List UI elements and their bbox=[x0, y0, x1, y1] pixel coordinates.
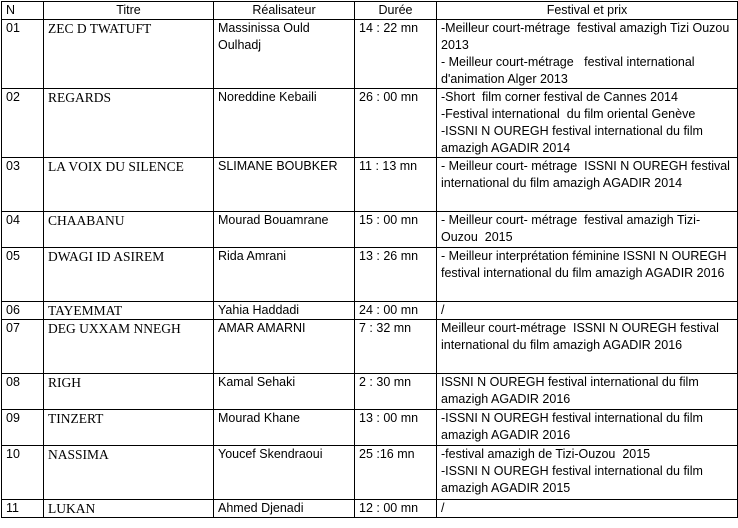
cell-realisateur: AMAR AMARNI bbox=[214, 320, 355, 374]
cell-number: 07 bbox=[2, 320, 44, 374]
cell-number: 04 bbox=[2, 212, 44, 248]
prize-entry: - Meilleur court- métrage festival amazigh Tizi-Ouzou 2015 bbox=[441, 213, 701, 244]
table-row bbox=[2, 158, 738, 212]
cell-realisateur: Noreddine Kebaili bbox=[214, 89, 355, 158]
cell-titre: DWAGI ID ASIREM bbox=[44, 248, 214, 302]
table-row bbox=[2, 248, 738, 302]
table-row bbox=[2, 20, 738, 89]
cell-number: 05 bbox=[2, 248, 44, 302]
prize-entry: -ISSNI N OUREGH festival international du film amazigh AGADIR 2016 bbox=[441, 411, 707, 442]
cell-duree: 2 : 30 mn bbox=[355, 374, 437, 410]
prize-entry: -Short film corner festival de Cannes 2014 bbox=[441, 90, 678, 104]
table-row bbox=[2, 302, 738, 320]
cell-realisateur: Youcef Skendraoui bbox=[214, 446, 355, 500]
cell-titre: LUKAN bbox=[44, 500, 214, 518]
cell-number: 11 bbox=[2, 500, 44, 518]
prize-entry: -ISSNI N OUREGH festival international du film amazigh AGADIR 2015 bbox=[441, 464, 707, 495]
cell-number: 08 bbox=[2, 374, 44, 410]
cell-realisateur: Rida Amrani bbox=[214, 248, 355, 302]
cell-duree: 13 : 26 mn bbox=[355, 248, 437, 302]
header-titre: Titre bbox=[44, 2, 214, 20]
cell-festival-prix bbox=[437, 248, 738, 302]
cell-realisateur: Mourad Khane bbox=[214, 410, 355, 446]
cell-titre: NASSIMA bbox=[44, 446, 214, 500]
cell-duree: 26 : 00 mn bbox=[355, 89, 437, 158]
cell-duree: 12 : 00 mn bbox=[355, 500, 437, 518]
cell-realisateur: Yahia Haddadi bbox=[214, 302, 355, 320]
cell-number: 09 bbox=[2, 410, 44, 446]
cell-titre: LA VOIX DU SILENCE bbox=[44, 158, 214, 212]
cell-number: 10 bbox=[2, 446, 44, 500]
cell-number: 06 bbox=[2, 302, 44, 320]
prize-entry: / bbox=[441, 303, 445, 317]
table-row bbox=[2, 374, 738, 410]
cell-number: 02 bbox=[2, 89, 44, 158]
cell-realisateur: Mourad Bouamrane bbox=[214, 212, 355, 248]
prize-entry: ISSNI N OUREGH festival international du film amazigh AGADIR 2016 bbox=[441, 375, 703, 406]
cell-titre: TAYEMMAT bbox=[44, 302, 214, 320]
cell-festival-prix bbox=[437, 20, 738, 89]
cell-duree: 15 : 00 mn bbox=[355, 212, 437, 248]
cell-titre: ZEC D TWATUFT bbox=[44, 20, 214, 89]
table-row bbox=[2, 410, 738, 446]
cell-titre: CHAABANU bbox=[44, 212, 214, 248]
prize-entry: -Meilleur court-métrage festival amazigh Tizi Ouzou 2013 bbox=[441, 21, 737, 52]
cell-festival-prix bbox=[437, 446, 738, 500]
prize-entry: / bbox=[441, 501, 445, 515]
cell-festival-prix bbox=[437, 374, 738, 410]
cell-duree: 11 : 13 mn bbox=[355, 158, 437, 212]
cell-festival-prix bbox=[437, 410, 738, 446]
table-row bbox=[2, 212, 738, 248]
cell-realisateur: Ahmed Djenadi bbox=[214, 500, 355, 518]
cell-duree: 25 :16 mn bbox=[355, 446, 437, 500]
table-row bbox=[2, 89, 738, 158]
films-table bbox=[1, 1, 738, 518]
cell-titre: TINZERT bbox=[44, 410, 214, 446]
header-row bbox=[2, 2, 738, 20]
prize-entry: -Festival international du film oriental Genève bbox=[441, 107, 696, 121]
cell-festival-prix bbox=[437, 302, 738, 320]
table-row bbox=[2, 320, 738, 374]
header-festival: Festival et prix bbox=[437, 2, 738, 20]
cell-number: 01 bbox=[2, 20, 44, 89]
cell-realisateur: Massinissa Ould Oulhadj bbox=[214, 20, 355, 89]
prize-entry: - Meilleur court- métrage ISSNI N OUREGH festival international du film amazigh AGADIR 2014 bbox=[441, 159, 734, 190]
cell-titre: REGARDS bbox=[44, 89, 214, 158]
prize-entry: -festival amazigh de Tizi-Ouzou 2015 bbox=[441, 447, 651, 461]
cell-festival-prix bbox=[437, 500, 738, 518]
cell-number: 03 bbox=[2, 158, 44, 212]
header-duree: Durée bbox=[355, 2, 437, 20]
prize-entry: -ISSNI N OUREGH festival international du film amazigh AGADIR 2014 bbox=[441, 124, 707, 155]
cell-realisateur: SLIMANE BOUBKER bbox=[214, 158, 355, 212]
cell-festival-prix bbox=[437, 158, 738, 212]
header-realisateur: Réalisateur bbox=[214, 2, 355, 20]
prize-entry: - Meilleur court-métrage festival international d'animation Alger 2013 bbox=[441, 55, 699, 86]
cell-titre: RIGH bbox=[44, 374, 214, 410]
prize-entry: Meilleur court-métrage ISSNI N OUREGH festival international du film amazigh AGADIR 2016 bbox=[441, 321, 723, 352]
cell-festival-prix bbox=[437, 89, 738, 158]
cell-duree: 24 : 00 mn bbox=[355, 302, 437, 320]
cell-duree: 13 : 00 mn bbox=[355, 410, 437, 446]
cell-duree: 14 : 22 mn bbox=[355, 20, 437, 89]
table-row bbox=[2, 500, 738, 518]
cell-realisateur: Kamal Sehaki bbox=[214, 374, 355, 410]
cell-duree: 7 : 32 mn bbox=[355, 320, 437, 374]
cell-festival-prix bbox=[437, 320, 738, 374]
prize-entry: - Meilleur interprétation féminine ISSNI N OUREGH festival international du film amazigh AGADIR 2016 bbox=[441, 249, 730, 280]
cell-festival-prix bbox=[437, 212, 738, 248]
table-row bbox=[2, 446, 738, 500]
cell-titre: DEG UXXAM NNEGH bbox=[44, 320, 214, 374]
header-n: N bbox=[2, 2, 44, 20]
